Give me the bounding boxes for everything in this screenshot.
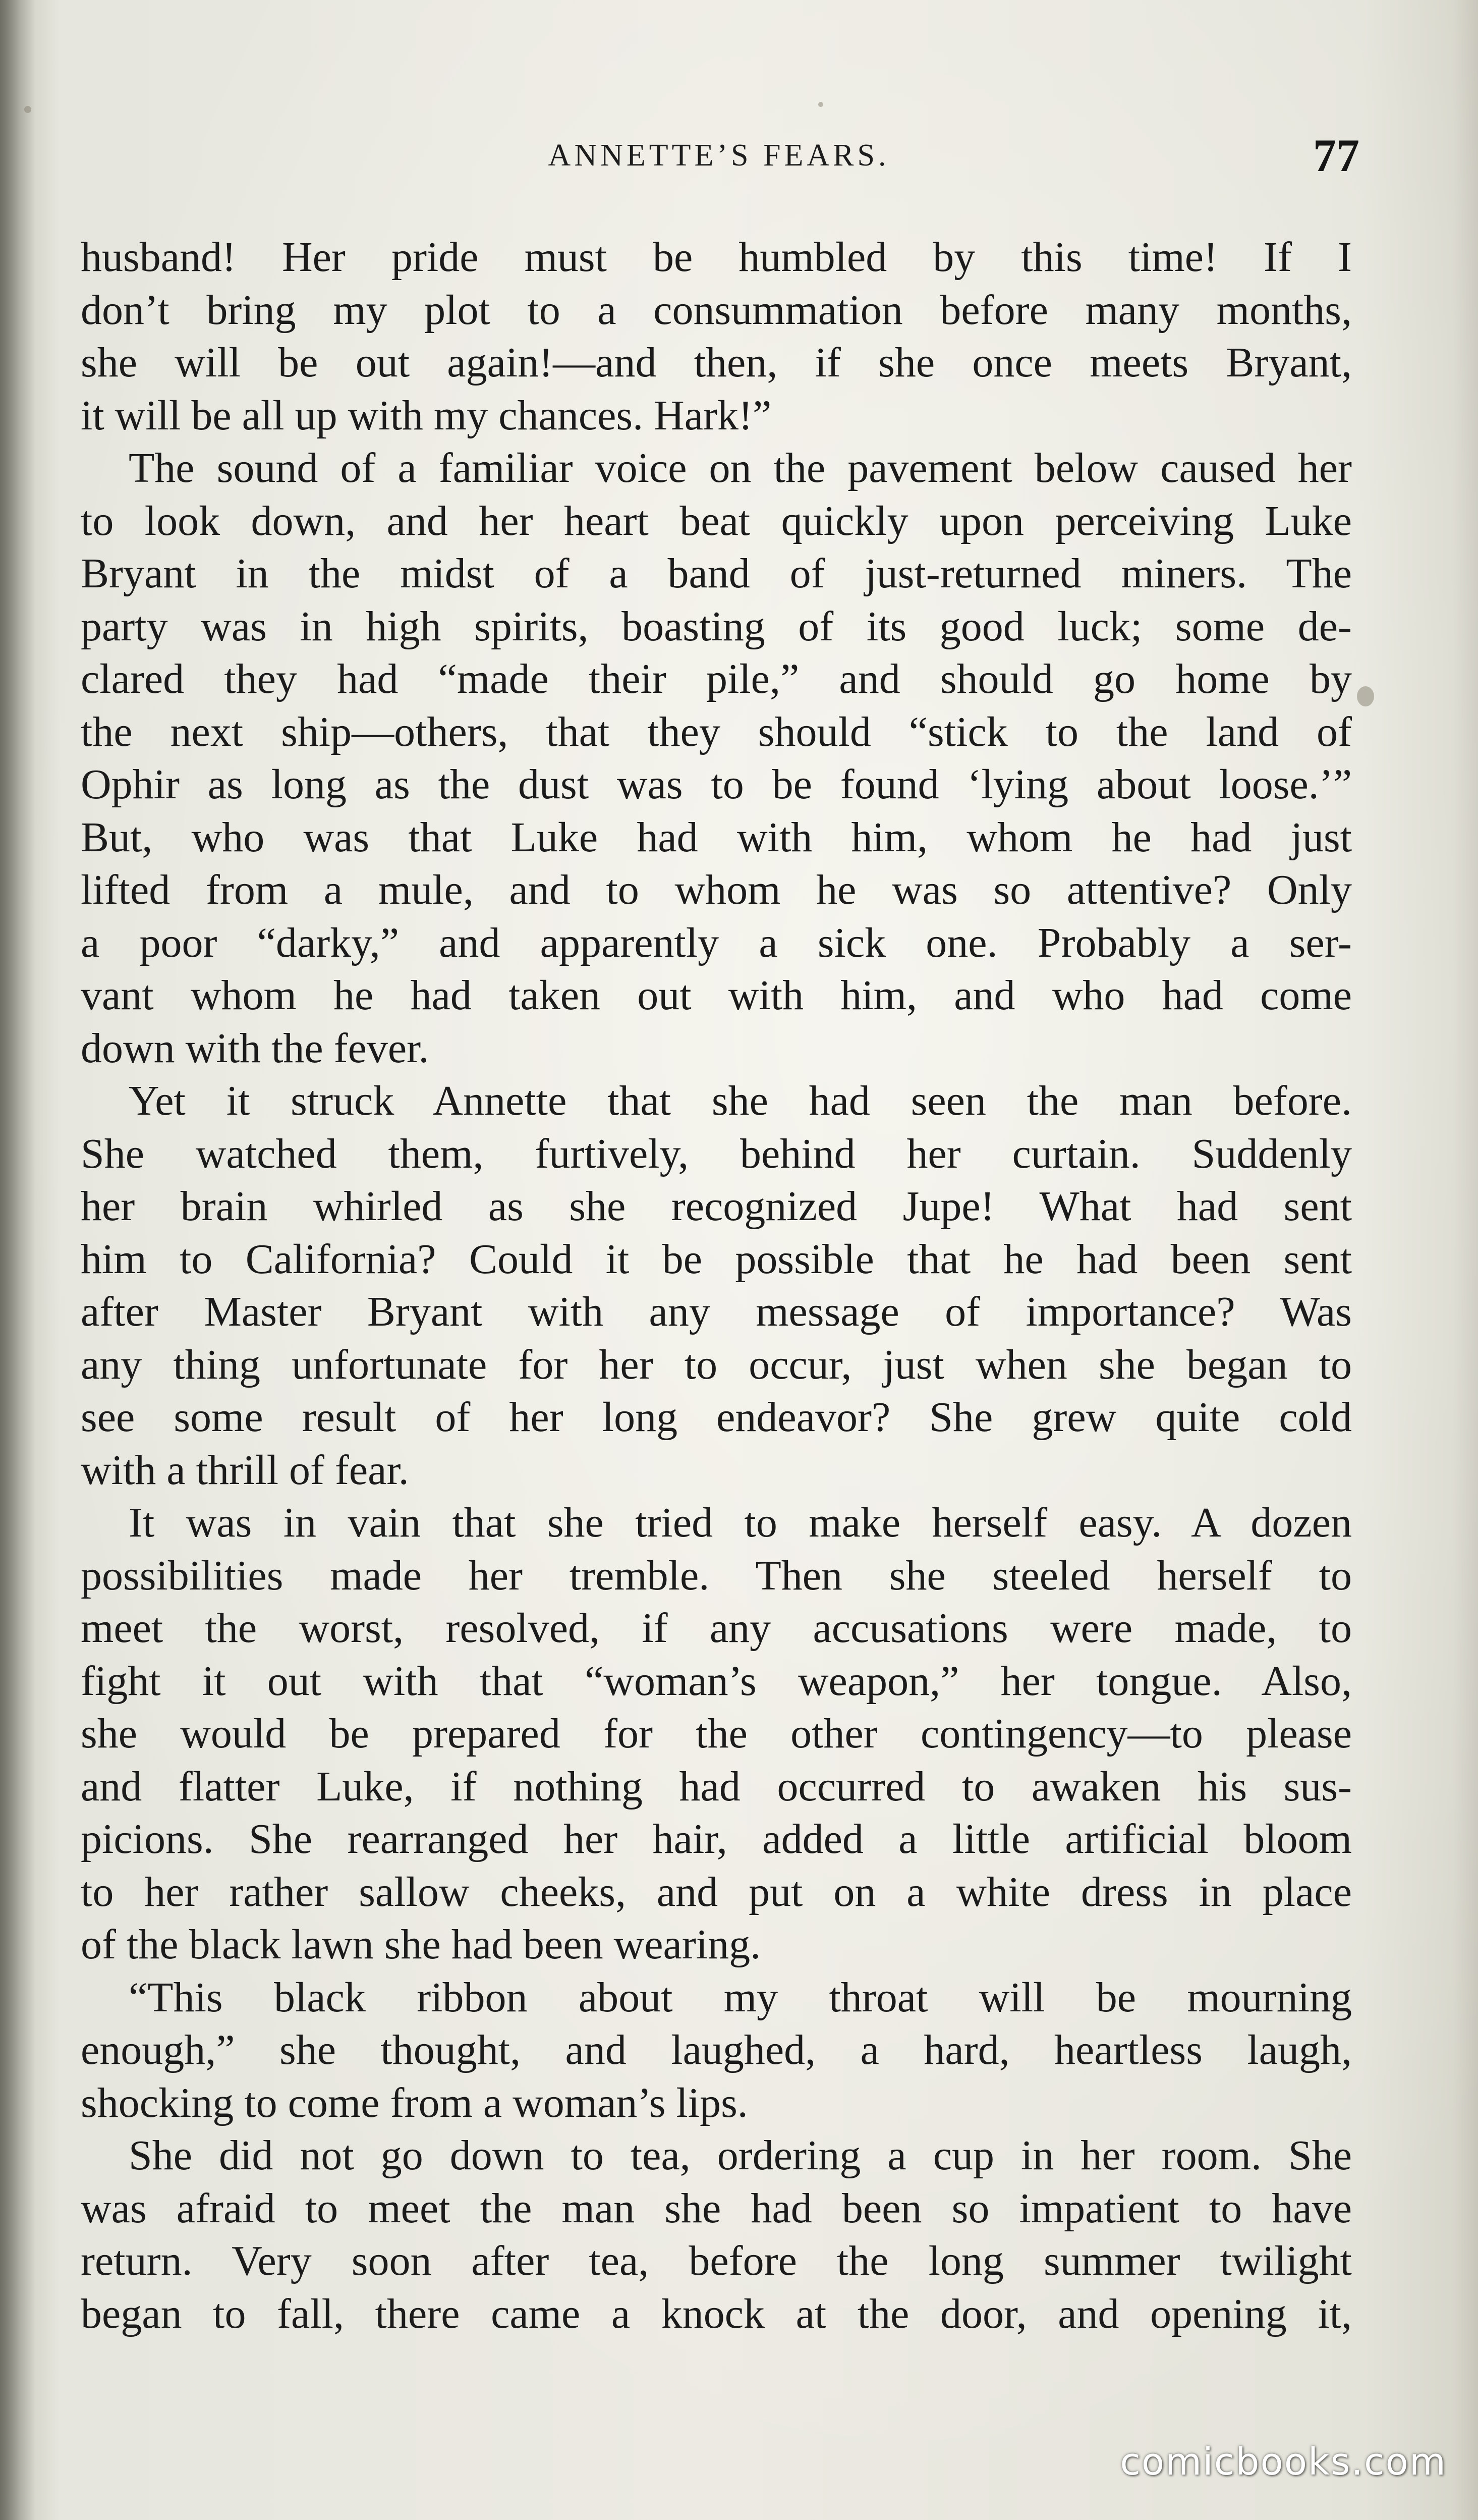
- gutter-shadow: [0, 0, 35, 2520]
- text-line: of the black lawn she had been wearing.: [81, 1921, 761, 1968]
- text-line: The sound of a familiar voice on the pavement below caused her: [129, 445, 1352, 491]
- text-line: she will be out again!—and then, if she once meets Bryant,: [81, 339, 1352, 386]
- text-line: don’t bring my plot to a consummation before many months,: [81, 286, 1352, 334]
- text-line: she would be prepared for the other contingency—to please: [81, 1710, 1352, 1757]
- running-header: [78, 129, 1359, 189]
- text-line: after Master Bryant with any message of importance? Was: [81, 1288, 1352, 1335]
- text-line: meet the worst, resolved, if any accusations were made, to: [81, 1605, 1352, 1652]
- text-line: to her rather sallow cheeks, and put on a white dress in place: [81, 1868, 1352, 1915]
- paper-spot: [818, 102, 823, 107]
- text-line: return. Very soon after tea, before the long summer twilight: [81, 2237, 1352, 2284]
- text-line: party was in high spirits, boasting of its good luck; some de-: [81, 602, 1352, 650]
- paper-spot: [1357, 686, 1374, 706]
- text-line: shocking to come from a woman’s lips.: [81, 2079, 748, 2126]
- text-line: It was in vain that she tried to make herself easy. A dozen: [129, 1499, 1352, 1546]
- body-text: [81, 231, 1352, 2340]
- text-line: husband! Her pride must be humbled by this time! If I: [81, 234, 1352, 281]
- text-line: Yet it struck Annette that she had seen the man before.: [129, 1077, 1352, 1124]
- text-line: the next ship—others, that they should “stick to the land of: [81, 708, 1352, 755]
- text-line: She did not go down to tea, ordering a cup in her room. She: [129, 2132, 1352, 2179]
- watermark: comicbooks.com: [1120, 2440, 1447, 2484]
- text-line: But, who was that Luke had with him, whom he had just: [81, 813, 1352, 861]
- text-line: “This black ribbon about my throat will be mourning: [129, 1974, 1352, 2021]
- text-line: him to California? Could it be possible that he had been sent: [81, 1235, 1352, 1283]
- text-line: was afraid to meet the man she had been so impatient to have: [81, 2184, 1352, 2232]
- text-line: her brain whirled as she recognized Jupe! What had sent: [81, 1183, 1352, 1230]
- text-line: any thing unfortunate for her to occur, just when she began to: [81, 1341, 1352, 1388]
- text-line: to look down, and her heart beat quickly upon perceiving Luke: [81, 497, 1352, 544]
- text-line: began to fall, there came a knock at the door, and opening it,: [81, 2290, 1352, 2337]
- text-line: clared they had “made their pile,” and should go home by: [81, 655, 1352, 702]
- paper-spot: [24, 106, 31, 113]
- text-line: with a thrill of fear.: [81, 1446, 409, 1494]
- text-line: She watched them, furtively, behind her curtain. Suddenly: [81, 1130, 1352, 1177]
- text-line: enough,” she thought, and laughed, a hard, heartless laugh,: [81, 2026, 1352, 2073]
- text-line: vant whom he had taken out with him, and who had come: [81, 972, 1352, 1019]
- text-line: fight it out with that “woman’s weapon,” her tongue. Also,: [81, 1657, 1352, 1705]
- text-line: Ophir as long as the dust was to be found ‘lying about loose.’”: [81, 761, 1352, 808]
- text-line: lifted from a mule, and to whom he was so attentive? Only: [81, 866, 1352, 913]
- text-line: possibilities made her tremble. Then she steeled herself to: [81, 1552, 1352, 1599]
- page-number: 77: [1313, 130, 1359, 181]
- text-line: and flatter Luke, if nothing had occurred to awaken his sus-: [81, 1763, 1352, 1810]
- running-title: ANNETTE’S FEARS.: [548, 138, 890, 173]
- text-line: it will be all up with my chances. Hark!”: [81, 392, 772, 439]
- text-line: Bryant in the midst of a band of just-returned miners. The: [81, 550, 1352, 597]
- text-line: down with the fever.: [81, 1024, 429, 1072]
- text-line: see some result of her long endeavor? She grew quite cold: [81, 1394, 1352, 1441]
- text-line: a poor “darky,” and apparently a sick one. Probably a ser-: [81, 919, 1352, 966]
- text-line: picions. She rearranged her hair, added a little artificial bloom: [81, 1816, 1352, 1862]
